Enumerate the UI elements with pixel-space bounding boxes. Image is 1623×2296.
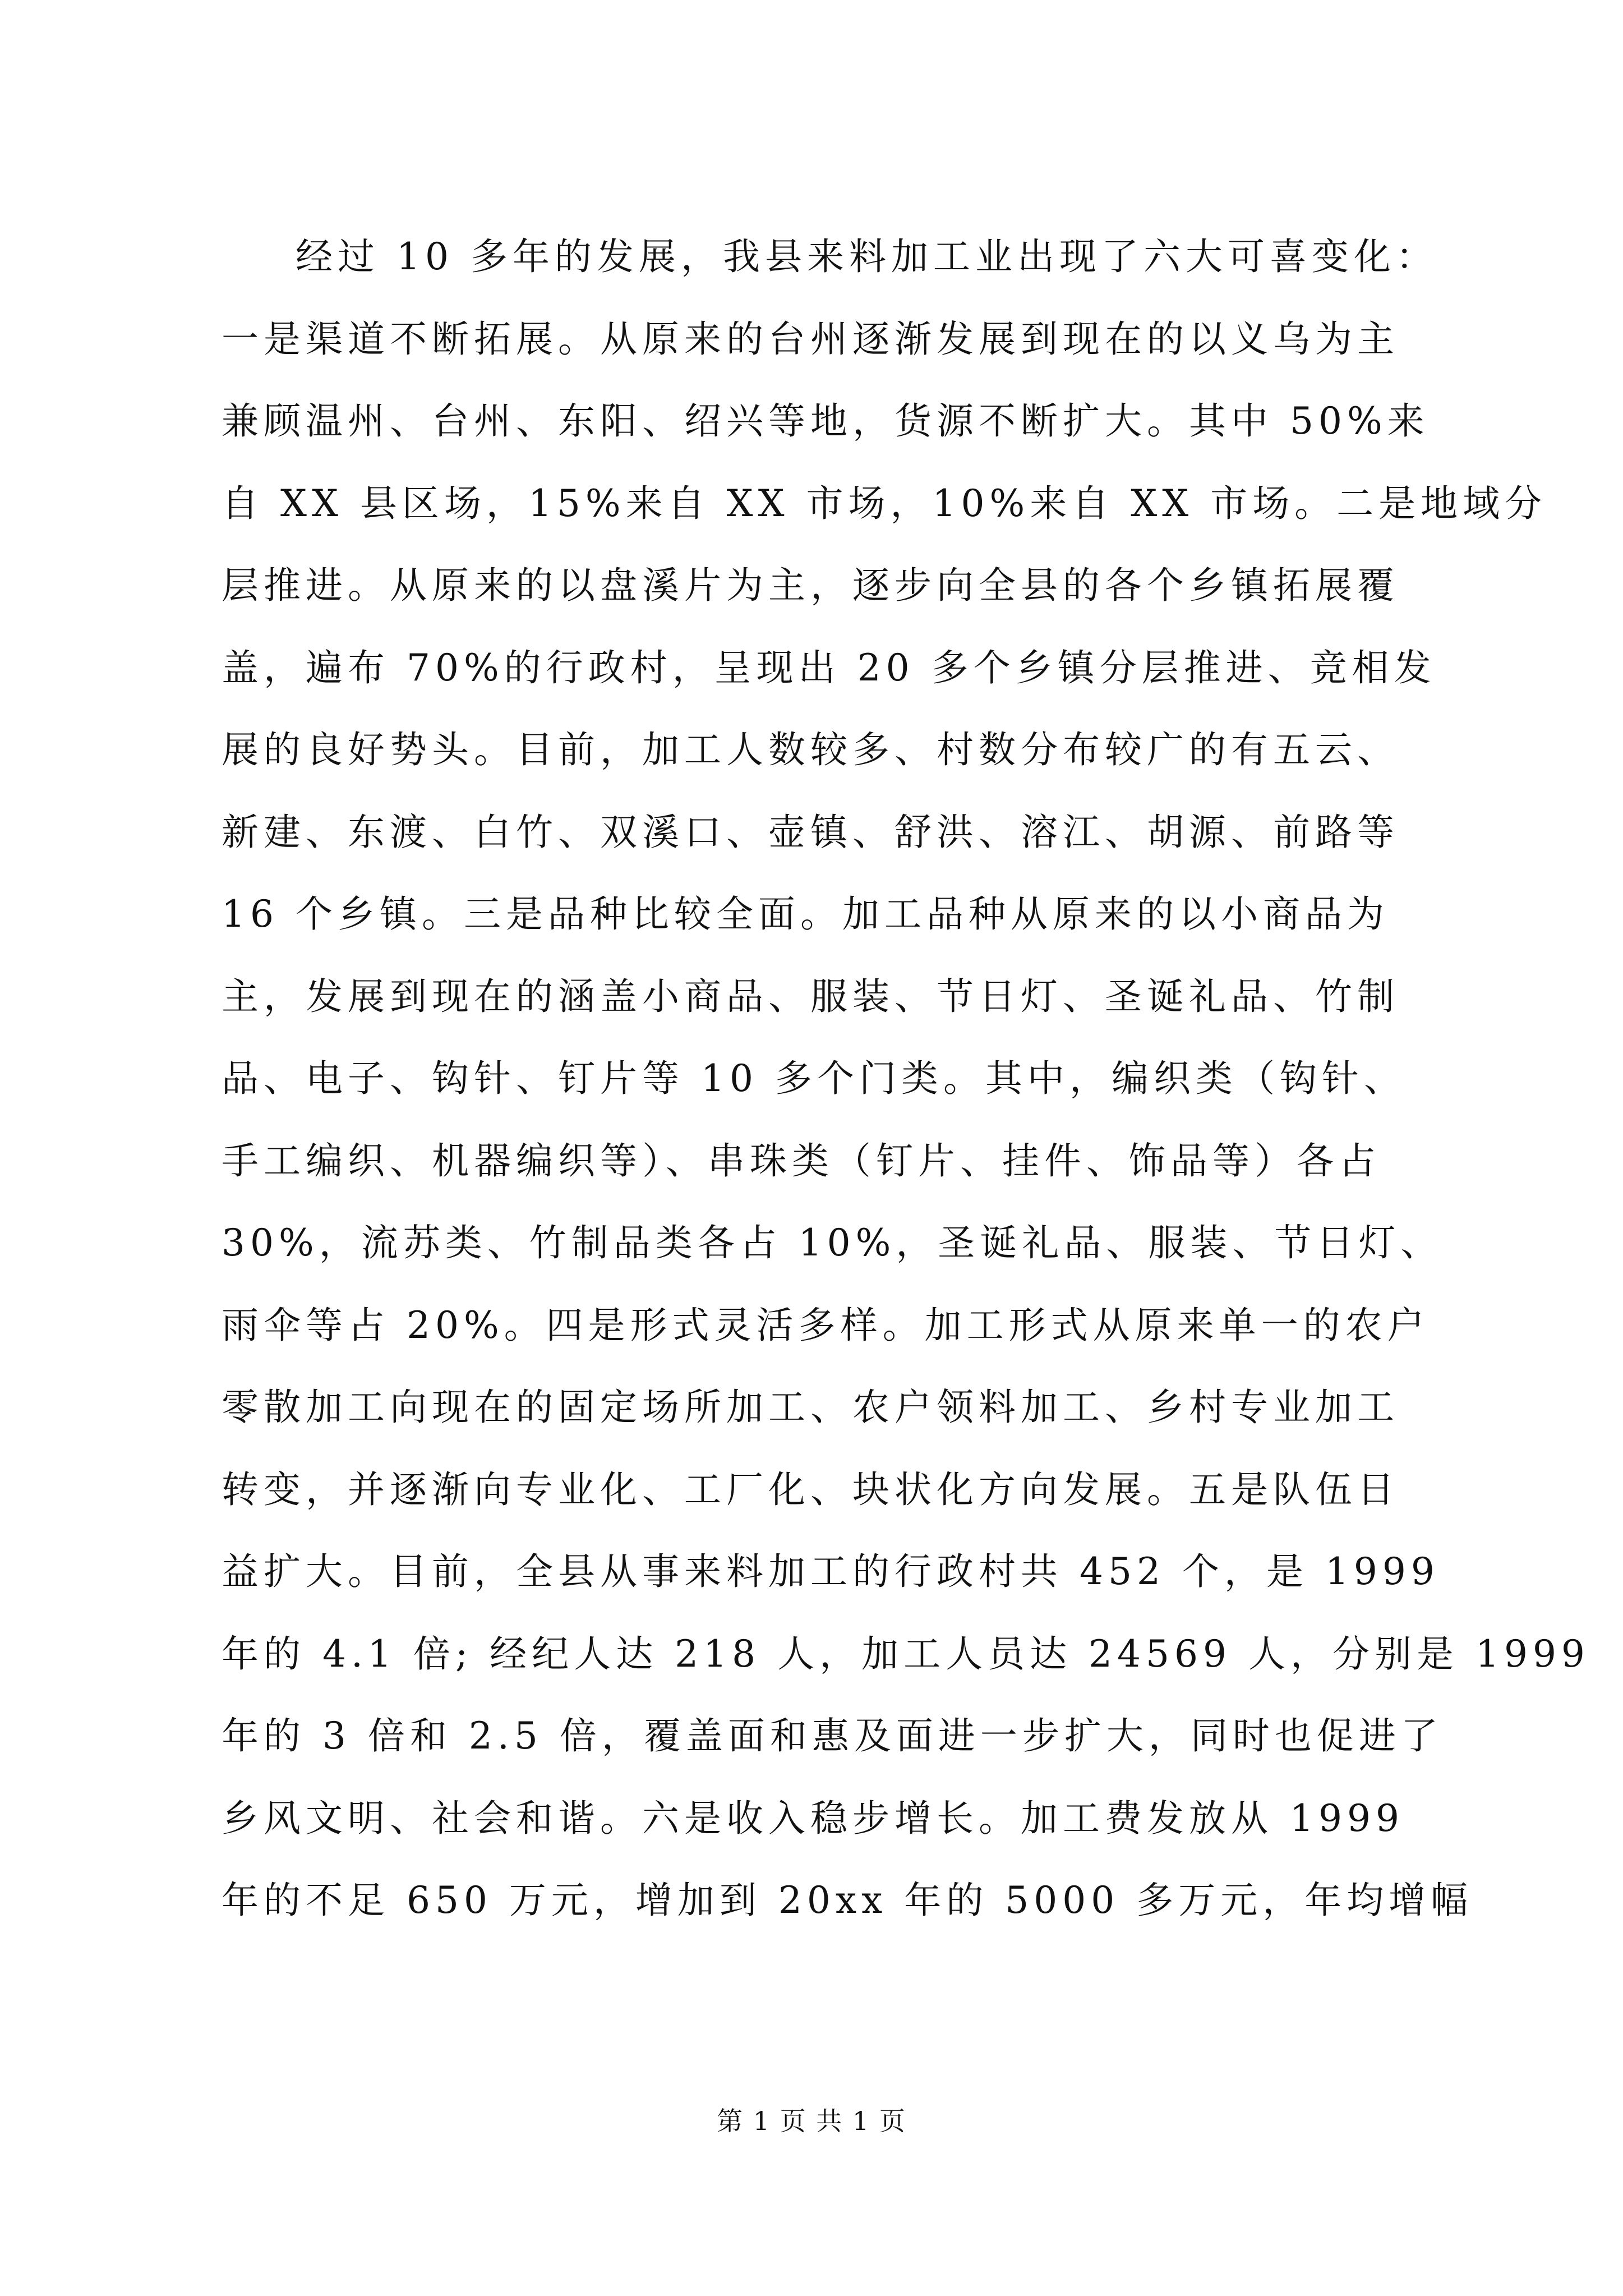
paragraph-line: 乡风文明、社会和谐。六是收入稳步增长。加工费发放从 1999 — [222, 1796, 1404, 1840]
paragraph-line: 益扩大。目前，全县从事来料加工的行政村共 452 个，是 1999 — [222, 1550, 1440, 1593]
paragraph-line: 品、电子、钩针、钉片等 10 多个门类。其中，编织类（钩针、 — [222, 1057, 1406, 1100]
paragraph-line: 16 个乡镇。三是品种比较全面。加工品种从原来的以小商品为 — [222, 892, 1389, 936]
paragraph-line: 经过 10 多年的发展，我县来料加工业出现了六大可喜变化： — [296, 235, 1438, 278]
paragraph-line: 手工编织、机器编织等）、串珠类（钉片、挂件、饰品等）各占 — [222, 1139, 1381, 1182]
paragraph-line: 雨伞等占 20%。四是形式灵活多样。加工形式从原来单一的农户 — [222, 1303, 1430, 1347]
paragraph-line: 兼顾温州、台州、东阳、绍兴等地，货源不断扩大。其中 50%来 — [222, 399, 1430, 443]
paragraph-line: 自 XX 县区场，15%来自 XX 市场，10%来自 XX 市场。二是地域分 — [222, 481, 1547, 525]
paragraph-line: 年的不足 650 万元，增加到 20xx 年的 5000 多万元，年均增幅 — [222, 1879, 1473, 1922]
paragraph-line: 展的良好势头。目前，加工人数较多、村数分布较广的有五云、 — [222, 728, 1399, 771]
paragraph-line: 层推进。从原来的以盘溪片为主，逐步向全县的各个乡镇拓展覆 — [222, 564, 1399, 607]
paragraph-line: 年的 4.1 倍; 经纪人达 218 人，加工人员达 24569 人，分别是 1999 — [222, 1632, 1590, 1676]
paragraph-line: 新建、东渡、白竹、双溪口、壶镇、舒洪、溶江、胡源、前路等 — [222, 810, 1399, 854]
body-paragraph — [222, 216, 1590, 1942]
paragraph-line: 一是渠道不断拓展。从原来的台州逐渐发展到现在的以义乌为主 — [222, 317, 1399, 361]
paragraph-line: 转变，并逐渐向专业化、工厂化、块状化方向发展。五是队伍日 — [222, 1467, 1399, 1511]
paragraph-line: 年的 3 倍和 2.5 倍，覆盖面和惠及面进一步扩大，同时也促进了 — [222, 1714, 1443, 1757]
paragraph-line: 30%，流苏类、竹制品类各占 10%，圣诞礼品、服装、节日灯、 — [222, 1221, 1443, 1264]
paragraph-line: 零散加工向现在的固定场所加工、农户领料加工、乡村专业加工 — [222, 1386, 1399, 1429]
paragraph-line: 盖，遍布 70%的行政村，呈现出 20 多个乡镇分层推进、竞相发 — [222, 646, 1436, 689]
page-number-footer: 第 1 页 共 1 页 — [717, 2106, 906, 2136]
paragraph-line: 主，发展到现在的涵盖小商品、服装、节日灯、圣诞礼品、竹制 — [222, 974, 1399, 1018]
